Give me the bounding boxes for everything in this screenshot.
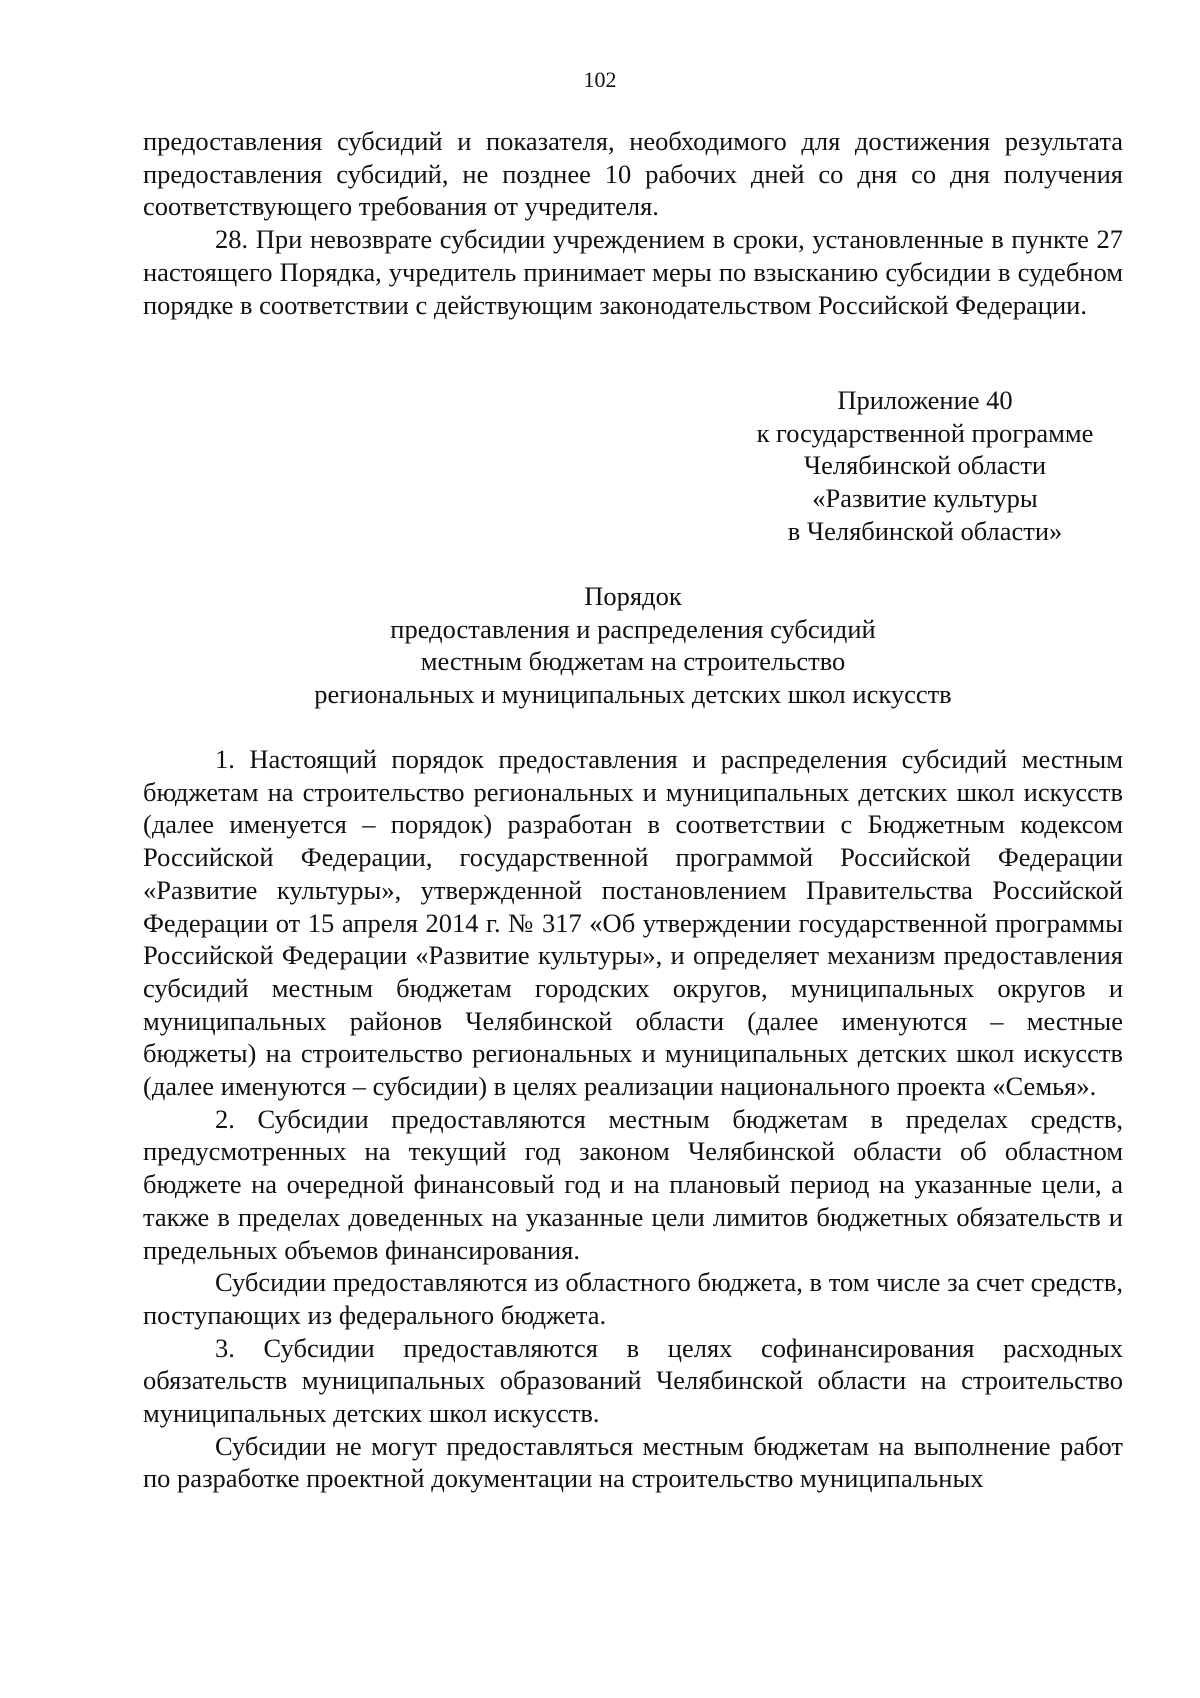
title-line: предоставления и распределения субсидий	[390, 613, 876, 644]
paragraph-1: 1. Настоящий порядок предоставления и распределения субсидий местным бюджетам на строительство региональных и муниципальных детских школ искусств (далее именуется – порядок) разработан в соответствии с Бюджетным кодексом Российской Федерации, государственной программой Российской Федерации «Развитие культуры», утвержденной постановлением Правительства Российской Федерации от 15 апреля 2014 г. № 317 «Об утверждении государственной программы Российской Федерации «Развитие культуры», и определяет механизм предоставления субсидий местным бюджетам городских округов, муниципальных округов и муниципальных районов Челябинской области (далее именуются – местные бюджеты) на строительство региональных и муниципальных детских школ искусств (далее именуются – субсидии) в целях реализации национального проекта «Семья».	[143, 744, 1123, 1102]
annex-line: «Развитие культуры	[812, 483, 1038, 514]
continuation-paragraph: предоставления субсидий и показателя, необходимого для достижения результата предоставления субсидий, не позднее 10 рабочих дней со дня со дня получения соответствующего требования от учредителя.	[143, 126, 1123, 222]
title-line: местным бюджетам на строительство	[420, 646, 846, 677]
page-number: 102	[583, 67, 617, 92]
annex-line: к государственной программе	[756, 417, 1094, 448]
continuation-section	[143, 125, 1123, 321]
document-title	[143, 580, 1123, 711]
paragraph-2-continued: Субсидии предоставляются из областного бюджета, в том числе за счет средств, поступающих из федерального бюджета.	[143, 1267, 1123, 1330]
title-line: региональных и муниципальных детских школ искусств	[314, 679, 952, 710]
annex-line: Челябинской области	[803, 450, 1047, 481]
paragraph-3-continued: Субсидии не могут предоставляться местным бюджетам на выполнение работ по разработке проектной документации на строительство муниципальных	[143, 1430, 1123, 1494]
title-heading: Порядок	[584, 581, 682, 611]
paragraph-28: 28. При невозврате субсидии учреждением в сроки, установленные в пункте 27 настоящего Порядка, учредитель принимает меры по взысканию субсидии в судебном порядке в соответствии с действующим законодательством Российской Федерации.	[143, 224, 1123, 320]
paragraph-3: 3. Субсидии предоставляются в целях софинансирования расходных обязательств муниципальных образований Челябинской области на строительство муниципальных детских школ искусств.	[143, 1332, 1123, 1429]
annex-line: в Челябинской области»	[787, 515, 1063, 546]
main-text	[143, 743, 1123, 1495]
annex-header	[715, 384, 1135, 548]
paragraph-2: 2. Субсидии предоставляются местным бюджетам в пределах средств, предусмотренных на текущий год законом Челябинской области об областном бюджете на очередной финансовый год и на плановый период на указанные цели, а также в пределах доведенных на указанные цели лимитов бюджетных обязательств и предельных объемов финансирования.	[143, 1103, 1123, 1265]
annex-number: Приложение 40	[837, 385, 1013, 415]
